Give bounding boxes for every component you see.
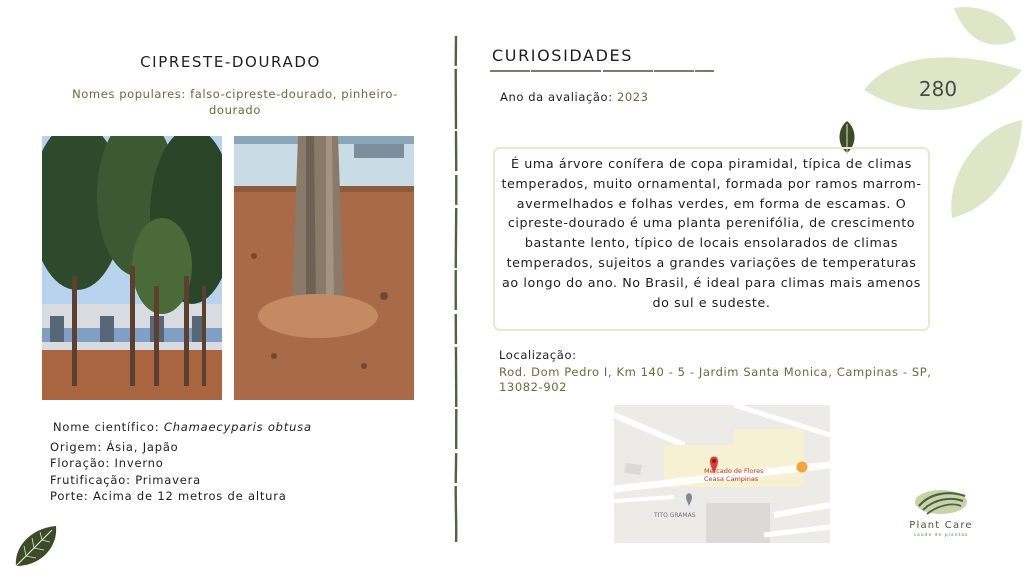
title-underline (490, 68, 715, 74)
column-divider (452, 36, 460, 542)
fruiting: Frutificação: Primavera (50, 473, 202, 487)
size: Porte: Acima de 12 metros de altura (50, 489, 287, 503)
origin: Origem: Ásia, Japão (50, 440, 179, 454)
brand-tagline: saúde de plantas (913, 533, 969, 538)
plant-care-logo-icon (913, 488, 969, 520)
scientific-label: Nome científico: (53, 420, 164, 434)
map-marker-line1: Mercado de Flores (704, 467, 764, 475)
tree-photo-canopy (42, 136, 222, 400)
page-number: 280 (918, 77, 958, 101)
leaf-icon (12, 522, 60, 570)
curiosities-title: CURIOSIDADES (492, 46, 633, 65)
flowering: Floração: Inverno (50, 456, 164, 470)
tree-photo-trunk (234, 136, 414, 400)
plant-title: CIPRESTE-DOURADO (140, 53, 321, 71)
location-map[interactable] (614, 405, 830, 543)
map-marker-line2: Ceasa Campinas (704, 475, 759, 483)
location-label: Localização: (499, 348, 577, 362)
evaluation-year (500, 90, 649, 104)
location-address: Rod. Dom Pedro I, Km 140 - 5 - Jardim Santa Monica, Campinas - SP, 13082-902 (499, 365, 932, 394)
scientific-name-line (53, 420, 312, 434)
year-value: 2023 (616, 90, 649, 104)
popular-names: Nomes populares: falso-cipreste-dourado, pinheiro-dourado (72, 87, 398, 117)
description-box: É uma árvore conífera de copa piramidal, típica de climas temperados, muito ornamental, formada por ramos marrom-avermelhados e folhas verdes, em forma de escamas. O cipreste-dourado é uma planta perenifólia, de crescimento bastante lento, típico de locais ensolarados de climas temperados, sujeitos a grandes variações de temperaturas ao longo do ano. No Brasil, é ideal para climas mais amenos do sul e sudeste. (493, 147, 930, 331)
map-poi-label: TITO GRAMAS (654, 512, 696, 519)
scientific-name: Chamaecyparis obtusa (163, 420, 312, 434)
year-label: Ano da avaliação: (500, 90, 617, 104)
brand-name: Plant Care (909, 520, 973, 531)
